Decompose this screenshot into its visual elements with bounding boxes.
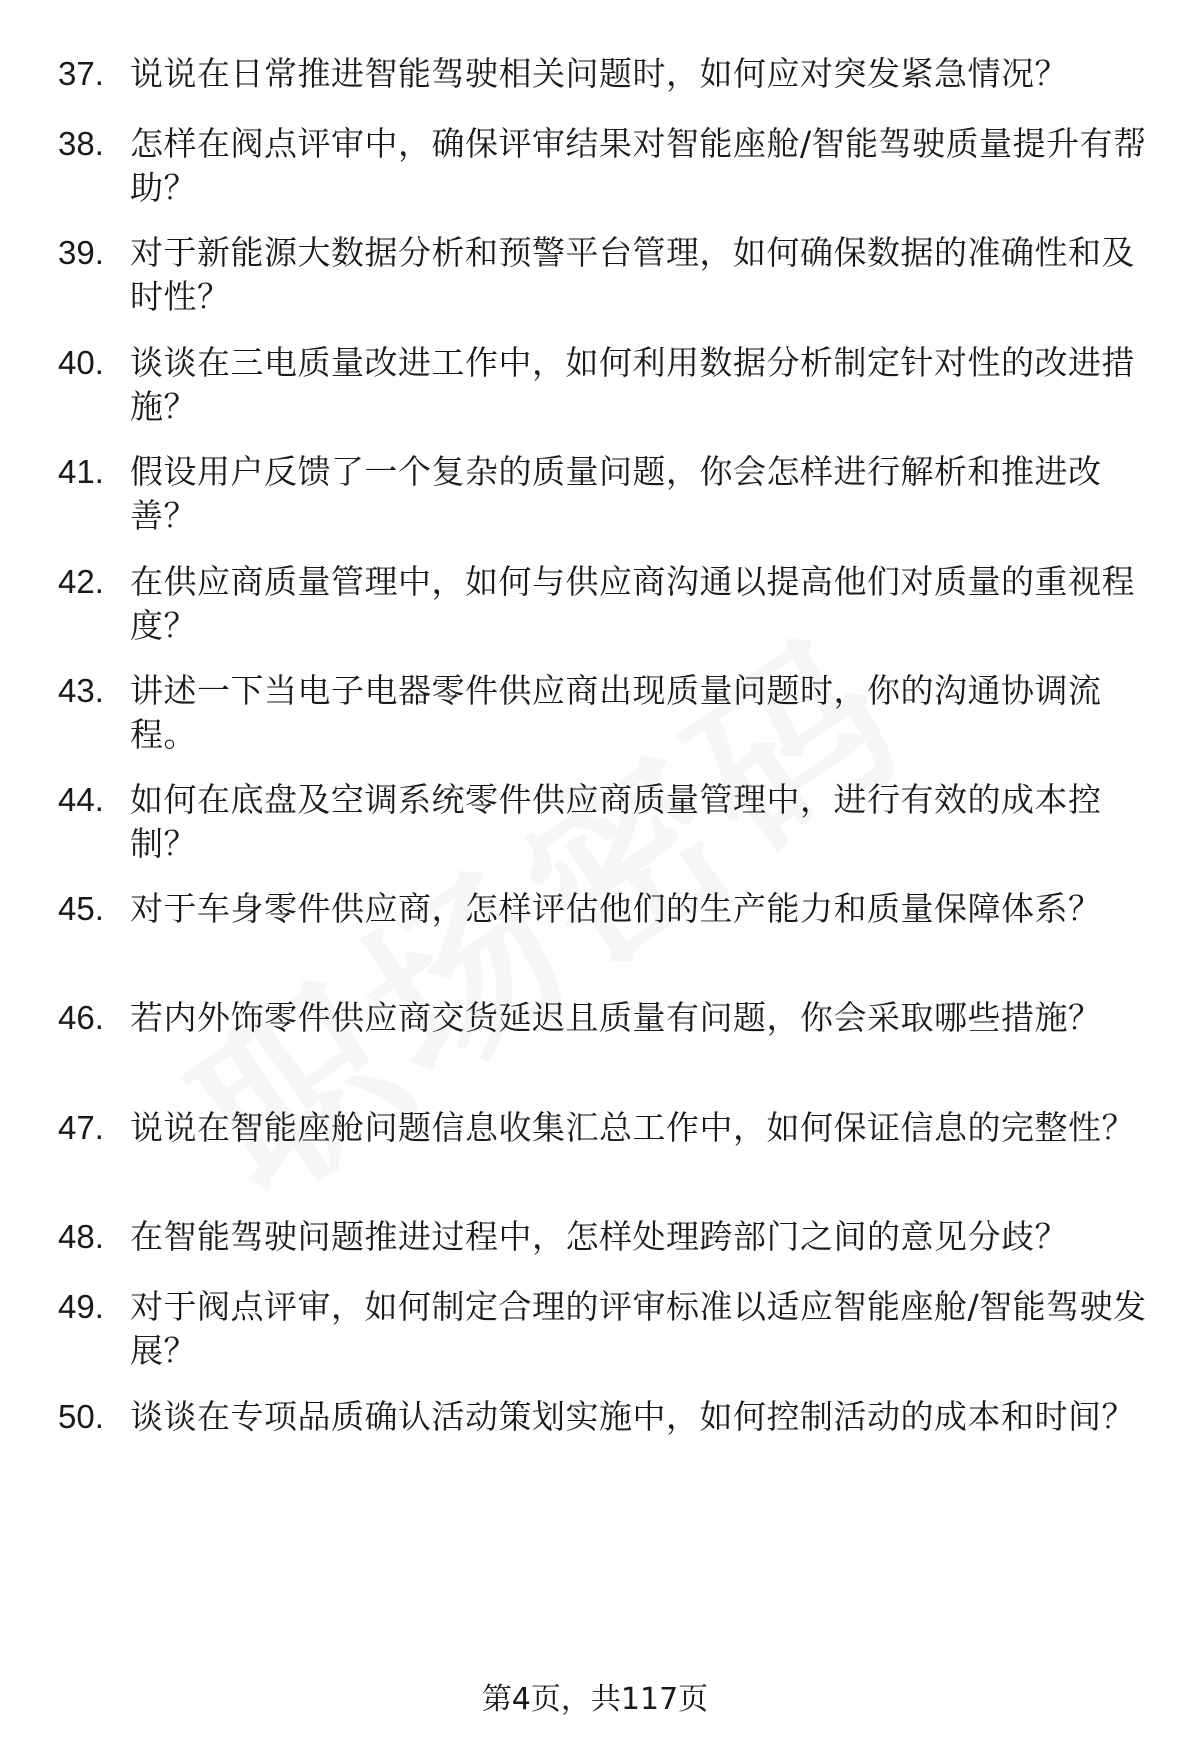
list-item <box>58 341 1158 429</box>
list-item <box>58 450 1158 538</box>
question-number: 38. <box>58 125 104 162</box>
list-item <box>58 560 1158 648</box>
question-text: 对于阀点评审，如何制定合理的评审标准以适应智能座舱/智能驾驶发展？ <box>130 1287 1147 1370</box>
question-number: 43. <box>58 672 104 709</box>
list-item <box>58 122 1158 210</box>
question-number: 40. <box>58 344 104 381</box>
question-text: 在智能驾驶问题推进过程中，怎样处理跨部门之间的意见分歧？ <box>130 1217 1068 1256</box>
list-item <box>58 1285 1158 1373</box>
question-number: 37. <box>58 55 104 92</box>
question-number: 50. <box>58 1398 104 1435</box>
question-text: 如何在底盘及空调系统零件供应商质量管理中，进行有效的成本控制？ <box>130 780 1102 863</box>
question-text: 在供应商质量管理中，如何与供应商沟通以提高他们对质量的重视程度？ <box>130 562 1135 645</box>
question-text: 若内外饰零件供应商交货延迟且质量有问题，你会采取哪些措施？ <box>130 998 1102 1037</box>
question-number: 47. <box>58 1109 104 1146</box>
question-text: 怎样在阀点评审中，确保评审结果对智能座舱/智能驾驶质量提升有帮助？ <box>130 124 1147 207</box>
question-text: 说说在日常推进智能驾驶相关问题时，如何应对突发紧急情况？ <box>130 54 1068 93</box>
list-item <box>58 669 1158 757</box>
question-text: 对于新能源大数据分析和预警平台管理，如何确保数据的准确性和及时性？ <box>130 233 1135 316</box>
list-item <box>58 887 1158 931</box>
question-number: 42. <box>58 563 104 600</box>
question-text: 说说在智能座舱问题信息收集汇总工作中，如何保证信息的完整性？ <box>130 1108 1135 1147</box>
question-number: 49. <box>58 1288 104 1325</box>
question-number: 46. <box>58 999 104 1036</box>
question-number: 44. <box>58 781 104 818</box>
list-item <box>58 231 1158 319</box>
list-item <box>58 52 1158 96</box>
list-item <box>58 778 1158 866</box>
list-item <box>58 1106 1158 1150</box>
question-text: 讲述一下当电子电器零件供应商出现质量问题时，你的沟通协调流程。 <box>130 671 1102 754</box>
list-item <box>58 1395 1158 1439</box>
question-text: 假设用户反馈了一个复杂的质量问题，你会怎样进行解析和推进改善？ <box>130 452 1102 535</box>
page-footer: 第4页，共117页 <box>481 1682 709 1717</box>
question-text: 谈谈在专项品质确认活动策划实施中，如何控制活动的成本和时间？ <box>130 1397 1135 1436</box>
question-number: 45. <box>58 890 104 927</box>
question-text: 谈谈在三电质量改进工作中，如何利用数据分析制定针对性的改进措施？ <box>130 343 1135 426</box>
question-number: 39. <box>58 234 104 271</box>
question-text: 对于车身零件供应商，怎样评估他们的生产能力和质量保障体系？ <box>130 889 1102 928</box>
question-number: 41. <box>58 453 104 490</box>
list-item <box>58 996 1158 1040</box>
question-number: 48. <box>58 1218 104 1255</box>
list-item <box>58 1215 1158 1259</box>
